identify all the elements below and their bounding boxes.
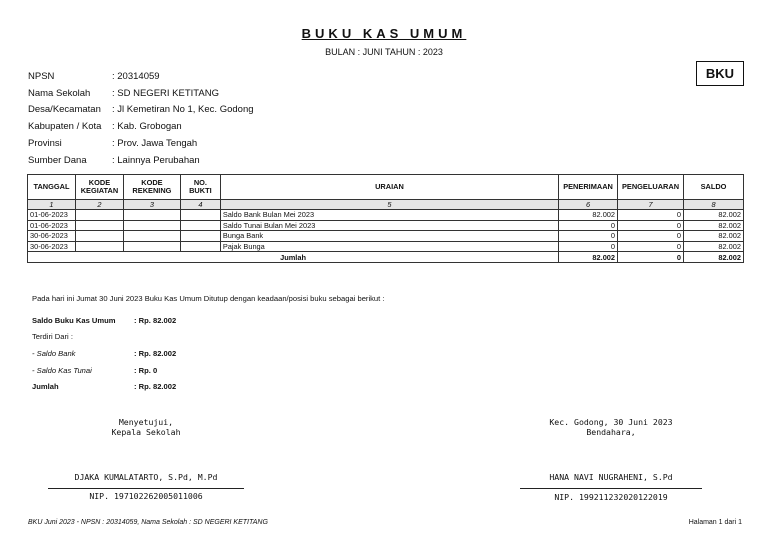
info-value: : Prov. Jawa Tengah	[112, 138, 198, 150]
info-row-sumber-dana	[28, 152, 254, 169]
summary-label: - Saldo Bank	[32, 348, 76, 358]
cell-kode-rekening	[123, 231, 180, 242]
column-index: 4	[180, 200, 220, 210]
table-total-row	[28, 252, 744, 263]
cell-pengeluaran: 0	[618, 220, 684, 231]
summary-value: : Rp. 82.002	[134, 315, 177, 325]
summary-value: : Rp. 0	[134, 365, 158, 375]
cell-pengeluaran: 0	[618, 210, 684, 221]
column-index: 7	[618, 200, 684, 210]
column-header-uraian: URAIAN	[220, 175, 558, 200]
cell-no-bukti	[180, 210, 220, 221]
cell-kode-kegiatan	[75, 210, 123, 221]
cell-kode-kegiatan	[75, 241, 123, 252]
column-index: 5	[220, 200, 558, 210]
signer-role: Bendahara,	[586, 427, 636, 437]
cell-saldo: 82.002	[684, 231, 744, 242]
cell-uraian: Saldo Bank Bulan Mei 2023	[220, 210, 558, 221]
cell-kode-rekening	[123, 241, 180, 252]
column-header-kode-rekening: KODE REKENING	[123, 175, 180, 200]
info-value: : Kab. Grobogan	[112, 121, 182, 133]
total-saldo: 82.002	[684, 252, 744, 263]
info-value: : 20314059	[112, 70, 160, 82]
cell-tanggal: 01-06-2023	[28, 210, 76, 221]
table-row	[28, 210, 744, 221]
bku-badge: BKU	[696, 61, 744, 86]
total-penerimaan: 82.002	[559, 252, 618, 263]
bku-table	[27, 174, 744, 263]
info-label: Nama Sekolah	[28, 87, 91, 99]
table-row	[28, 231, 744, 242]
place-date: Kec. Godong, 30 Juni 2023	[549, 417, 673, 427]
cell-no-bukti	[180, 231, 220, 242]
column-header-pengeluaran: PENGELUARAN	[618, 175, 684, 200]
cell-penerimaan: 82.002	[559, 210, 618, 221]
column-index: 2	[75, 200, 123, 210]
info-value: : Jl Kemetiran No 1, Kec. Godong	[112, 104, 254, 116]
cell-pengeluaran: 0	[618, 231, 684, 242]
cell-no-bukti	[180, 220, 220, 231]
balance-summary	[32, 312, 176, 395]
cell-kode-rekening	[123, 210, 180, 221]
document-subtitle: BULAN : JUNI TAHUN : 2023	[325, 47, 443, 57]
info-row-nama-sekolah	[28, 85, 254, 102]
cell-saldo: 82.002	[684, 210, 744, 221]
cell-saldo: 82.002	[684, 220, 744, 231]
left-signature-heading	[48, 417, 244, 437]
column-header-saldo: SALDO	[684, 175, 744, 200]
summary-value: : Rp. 82.002	[134, 348, 177, 358]
summary-row-saldo	[32, 312, 176, 329]
info-label: Provinsi	[28, 138, 62, 150]
table-row	[28, 241, 744, 252]
right-signature-heading	[520, 417, 702, 437]
total-label: Jumlah	[28, 252, 559, 263]
info-row-kabupaten	[28, 118, 254, 135]
summary-row-jumlah	[32, 378, 176, 395]
right-signature-line	[520, 488, 702, 489]
info-label: Desa/Kecamatan	[28, 104, 101, 116]
left-signature-line	[48, 488, 244, 489]
summary-row-bank	[32, 345, 176, 362]
table-row	[28, 220, 744, 231]
approval-text: Menyetujui,	[118, 417, 174, 427]
cell-tanggal: 01-06-2023	[28, 220, 76, 231]
summary-label: - Saldo Kas Tunai	[32, 365, 92, 375]
info-value: : SD NEGERI KETITANG	[112, 87, 219, 99]
column-index: 6	[559, 200, 618, 210]
column-index: 3	[123, 200, 180, 210]
column-index: 1	[28, 200, 76, 210]
cell-pengeluaran: 0	[618, 241, 684, 252]
summary-label: Saldo Buku Kas Umum	[32, 315, 116, 325]
cell-uraian: Saldo Tunai Bulan Mei 2023	[220, 220, 558, 231]
right-signer-nip: NIP. 199211232020122019	[554, 492, 668, 502]
info-row-provinsi	[28, 135, 254, 152]
info-label: NPSN	[28, 70, 55, 82]
cell-no-bukti	[180, 241, 220, 252]
summary-label: Terdiri Dari :	[32, 332, 73, 342]
column-header-no-bukti: NO. BUKTI	[180, 175, 220, 200]
left-signer-nip: NIP. 197102262005011006	[89, 491, 203, 501]
table-header-row	[28, 175, 744, 200]
summary-label: Jumlah	[32, 382, 59, 392]
column-index-row	[28, 200, 744, 210]
right-signer-name: HANA NAVI NUGRAHENI, S.Pd	[549, 472, 673, 482]
info-row-npsn	[28, 68, 254, 85]
info-row-desa-kecamatan	[28, 102, 254, 119]
cell-uraian: Pajak Bunga	[220, 241, 558, 252]
cell-penerimaan: 0	[559, 220, 618, 231]
info-label: Kabupaten / Kota	[28, 121, 102, 133]
info-label: Sumber Dana	[28, 154, 87, 166]
document-title: BUKU KAS UMUM	[301, 26, 467, 41]
column-header-penerimaan: PENERIMAAN	[559, 175, 618, 200]
column-index: 8	[684, 200, 744, 210]
column-header-tanggal: TANGGAL	[28, 175, 76, 200]
info-value: : Lainnya Perubahan	[112, 154, 200, 166]
footer-document-info: BKU Juni 2023 - NPSN : 20314059, Nama Sekolah : SD NEGERI KETITANG	[28, 519, 268, 526]
left-signer-name: DJAKA KUMALATARTO, S.Pd, M.Pd	[74, 472, 218, 482]
cell-kode-kegiatan	[75, 231, 123, 242]
summary-row-tunai	[32, 362, 176, 379]
cell-penerimaan: 0	[559, 231, 618, 242]
cell-kode-kegiatan	[75, 220, 123, 231]
column-header-kode-kegiatan: KODE KEGIATAN	[75, 175, 123, 200]
cell-saldo: 82.002	[684, 241, 744, 252]
cell-uraian: Bunga Bank	[220, 231, 558, 242]
cell-tanggal: 30-06-2023	[28, 241, 76, 252]
signer-role: Kepala Sekolah	[111, 427, 181, 437]
cell-kode-rekening	[123, 220, 180, 231]
summary-value: : Rp. 82.002	[134, 382, 177, 392]
footer-page-number: Halaman 1 dari 1	[688, 519, 742, 526]
summary-row-terdiri	[32, 329, 176, 346]
school-info	[28, 68, 254, 169]
cell-tanggal: 30-06-2023	[28, 231, 76, 242]
closing-statement: Pada hari ini Jumat 30 Juni 2023 Buku Kas Umum Ditutup dengan keadaan/posisi buku sebagai berikut :	[32, 294, 385, 303]
total-pengeluaran: 0	[618, 252, 684, 263]
cell-penerimaan: 0	[559, 241, 618, 252]
